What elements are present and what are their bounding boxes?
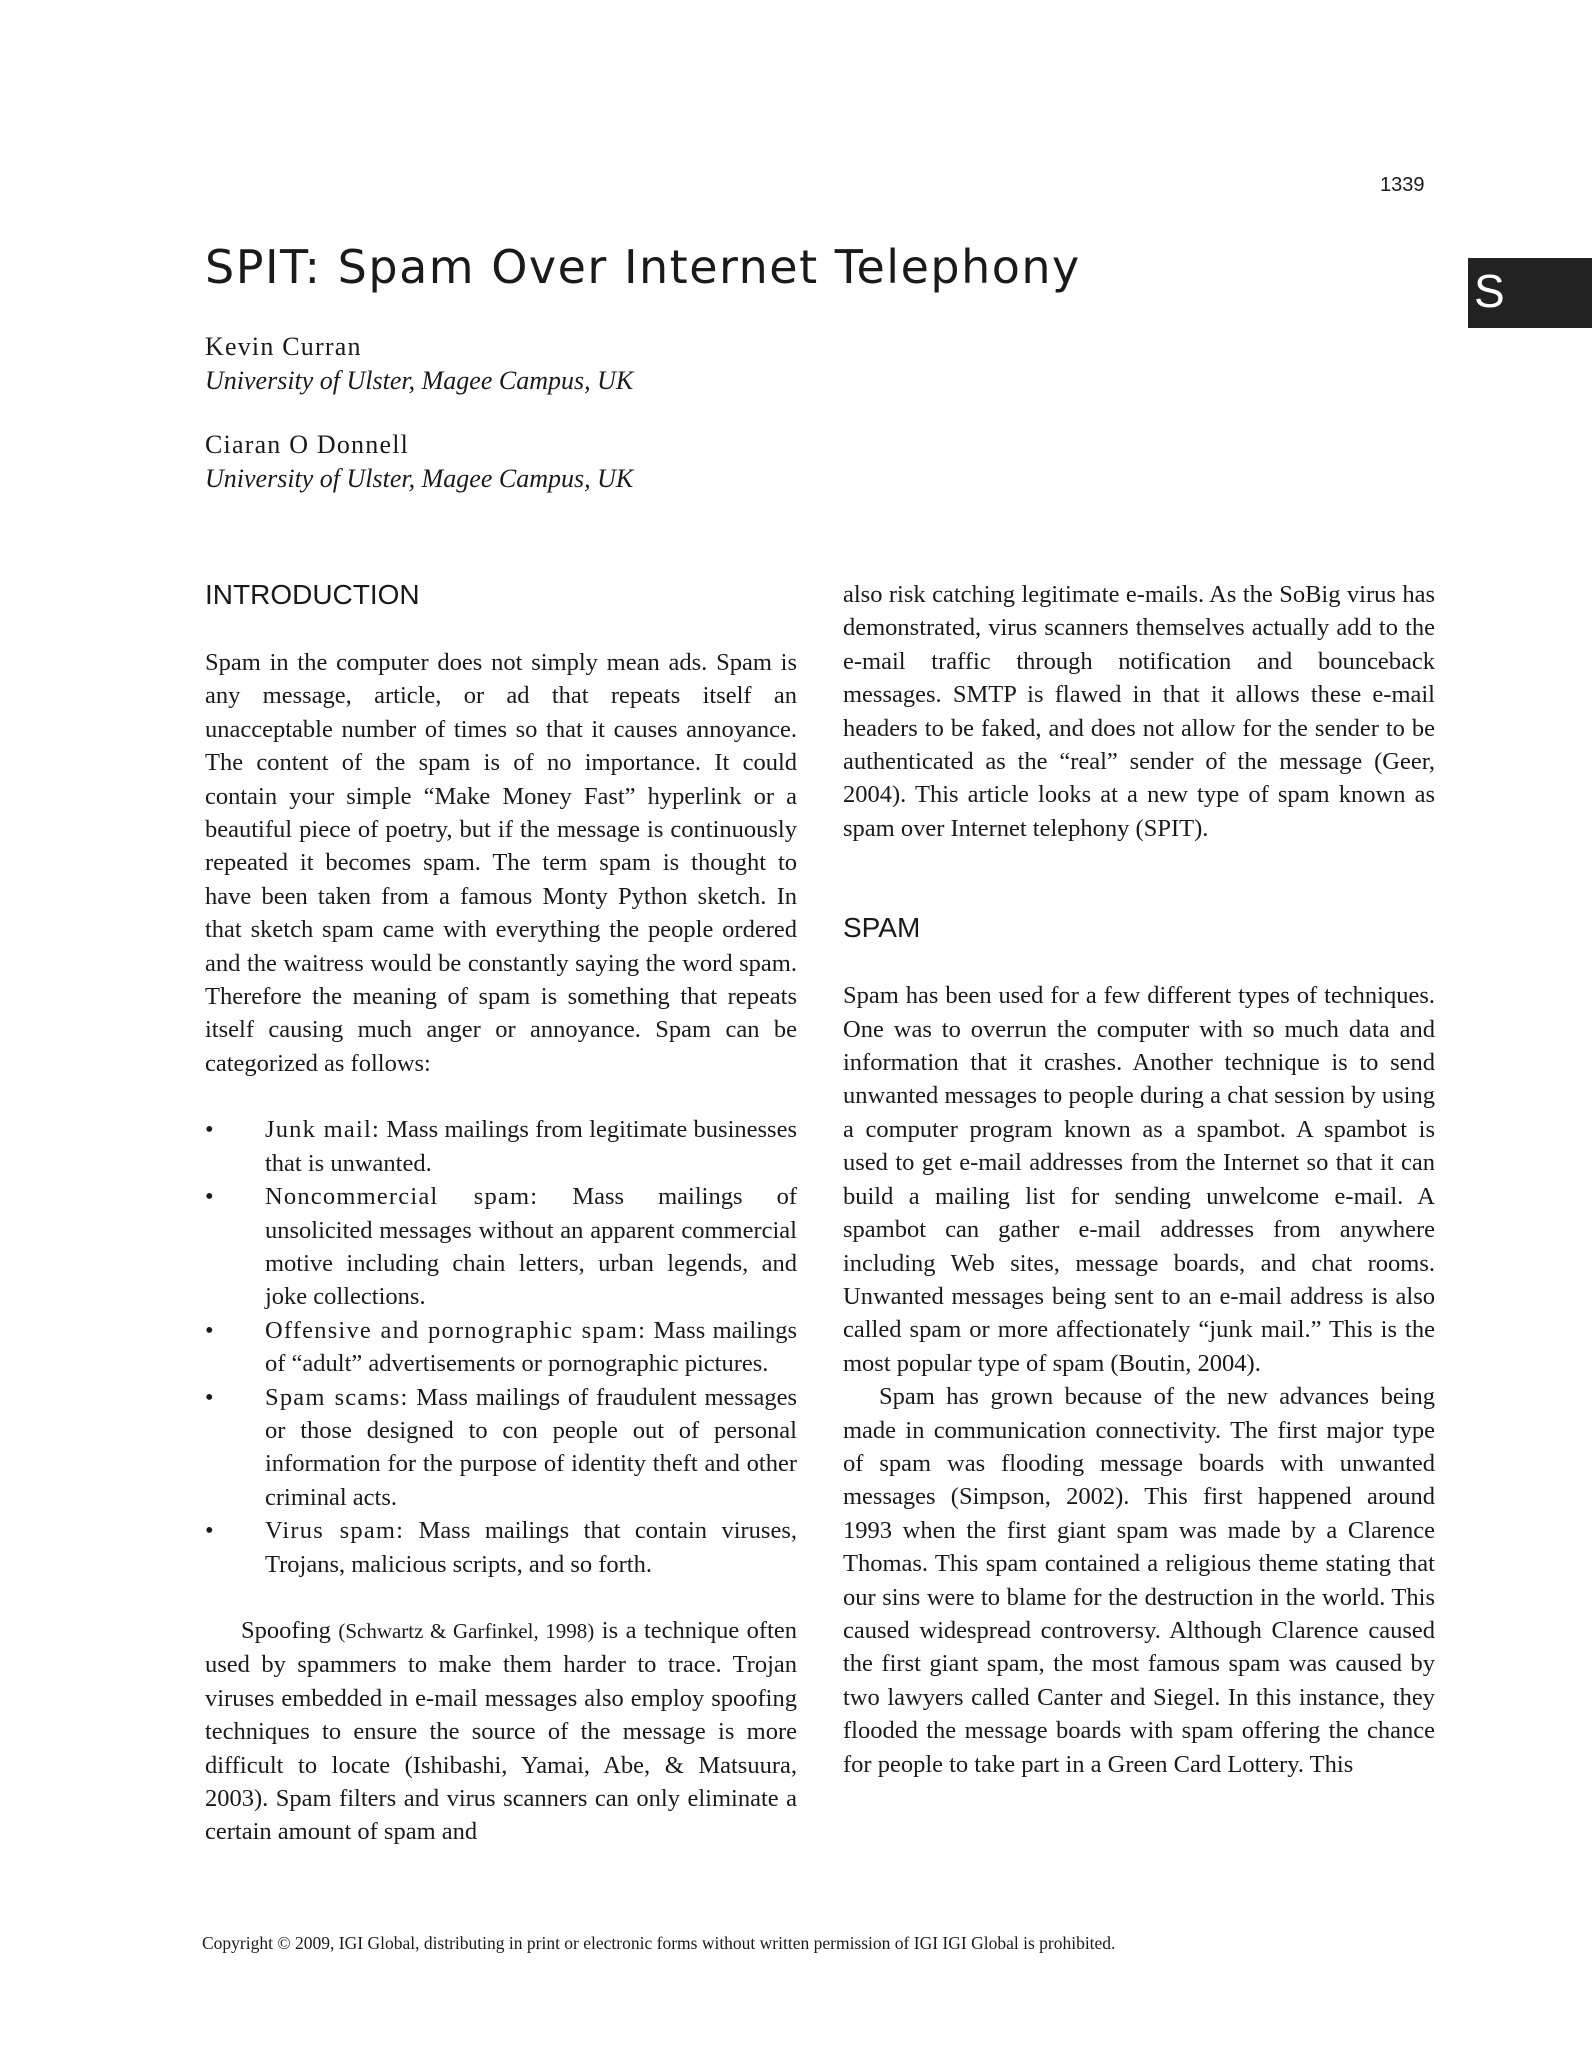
section-heading-introduction: INTRODUCTION	[205, 579, 420, 610]
paragraph: Spam in the computer does not simply mean ads. Spam is any message, article, or ad that repeats itself an unacceptable number of times so that it causes annoyance. The content of the spam is of no importance. It could contain your simple “Make Money Fast” hyperlink or a beautiful piece of poetry, but if the message is continuously repeated it becomes spam. The term spam is thought to have been taken from a famous Monty Python sketch. In that sketch spam came with everything the people ordered and the waitress would be constantly saying the word spam. Therefore the meaning of spam is something that repeats itself causing much anger or annoyance. Spam can be categorized as follows:	[205, 649, 797, 1077]
section-heading-spam: SPAM	[843, 912, 921, 944]
list-item-text: Mass mailings of unsolicited messages without an apparent commercial motive including chain letters, urban legends, and joke collections.	[265, 1183, 797, 1311]
author-block	[205, 330, 633, 496]
paragraph: also risk catching legitimate e-mails. As the SoBig virus has demonstrated, virus scanners themselves actually add to the e-mail traffic through notification and bounceback messages. SMTP is flawed in that it allows these e-mail headers to be faked, and does not allow for the sender to be authenticated as the “real” sender of the message (Geer, 2004). This article looks at a new type of spam known as spam over Internet telephony (SPIT).	[843, 581, 1435, 842]
paragraph: Spam has grown because of the new advances being made in communication connectivity. The first major type of spam was flooding message boards with unwanted messages (Simpson, 2002). This first happened around 1993 when the first giant spam was made by a Clarence Thomas. This spam contained a religious theme stating that our sins were to blame for the destruction in the world. This caused widespread controversy. Although Clarence caused the first giant spam, the most famous spam was caused by two lawyers called Canter and Siegel. In this instance, they flooded the message boards with spam offering the chance for people to take part in a Green Card Lottery. This	[843, 1383, 1435, 1778]
paragraph-text: is a technique often used by spammers to make them harder to trace. Trojan viruses embedded in e-mail messages also employ spoofing techniques to ensure the source of the message is more difficult to locate (Ishibashi, Yamai, Abe, & Matsuura, 2003). Spam filters and virus scanners can only eliminate a certain amount of spam and	[205, 1616, 798, 1846]
bullet-marker: •	[205, 1517, 214, 1545]
bullet-marker: •	[205, 1116, 214, 1144]
page-number: 1339	[1380, 174, 1425, 196]
copyright-notice: Copyright © 2009, IGI Global, distributing in print or electronic forms without written permission of IGI IGI Global is prohibited.	[202, 1933, 1116, 1953]
list-item	[205, 1514, 797, 1581]
bullet-marker: •	[205, 1316, 214, 1344]
paragraph: Spam has been used for a few different types of techniques. One was to overrun the computer with so much data and information that it crashes. Another technique is to send unwanted messages to people during a chat session by using a computer program known as a spambot. A spambot is used to get e-mail addresses from the Internet so that it can build a mailing list for sending unwelcome e-mail. A spambot can gather e-mail addresses from anywhere including Web sites, message boards, and chat rooms. Unwanted messages being sent to an e-mail address is also called spam or more affectionately “junk mail.” This is the most popular type of spam (Boutin, 2004).	[843, 982, 1435, 1377]
bullet-marker: •	[205, 1383, 214, 1411]
left-column	[205, 578, 797, 1849]
list-item-text: Mass mailings that contain viruses, Trojans, malicious scripts, and so forth.	[265, 1517, 798, 1578]
spam-category-list	[205, 1113, 797, 1581]
list-item-text: Mass mailings from legitimate businesses that is unwanted.	[265, 1116, 798, 1177]
list-item-term: Noncommercial spam:	[265, 1183, 539, 1211]
author-name: Ciaran O Donnell	[205, 430, 410, 459]
list-item-term: Virus spam:	[265, 1517, 405, 1545]
list-item-term: Junk mail:	[265, 1116, 381, 1144]
citation: (Schwartz & Garfinkel, 1998)	[338, 1618, 595, 1643]
bullet-marker: •	[205, 1183, 214, 1211]
list-item-term: Offensive and pornographic spam:	[265, 1316, 647, 1344]
article-title: SPIT: Spam Over Internet Telephony	[205, 240, 1081, 294]
list-item-term: Spam scams:	[265, 1383, 409, 1411]
list-item-text: Mass mailings of fraudulent messages or those designed to con people out of personal information for the purpose of identity theft and other criminal acts.	[265, 1383, 797, 1511]
list-item	[205, 1381, 797, 1515]
author-affiliation: University of Ulster, Magee Campus, UK	[205, 464, 634, 493]
list-item	[205, 1180, 797, 1314]
paragraph-lead: Spoofing	[241, 1616, 331, 1644]
author-name: Kevin Curran	[205, 332, 362, 361]
list-item	[205, 1314, 797, 1381]
list-item-text: Mass mailings of “adult” advertisements or pornographic pictures.	[265, 1316, 797, 1378]
right-column	[843, 578, 1435, 1781]
list-item	[205, 1113, 797, 1180]
author-affiliation: University of Ulster, Magee Campus, UK	[205, 366, 634, 395]
paragraph	[205, 1614, 797, 1849]
section-tab: S	[1468, 258, 1592, 328]
